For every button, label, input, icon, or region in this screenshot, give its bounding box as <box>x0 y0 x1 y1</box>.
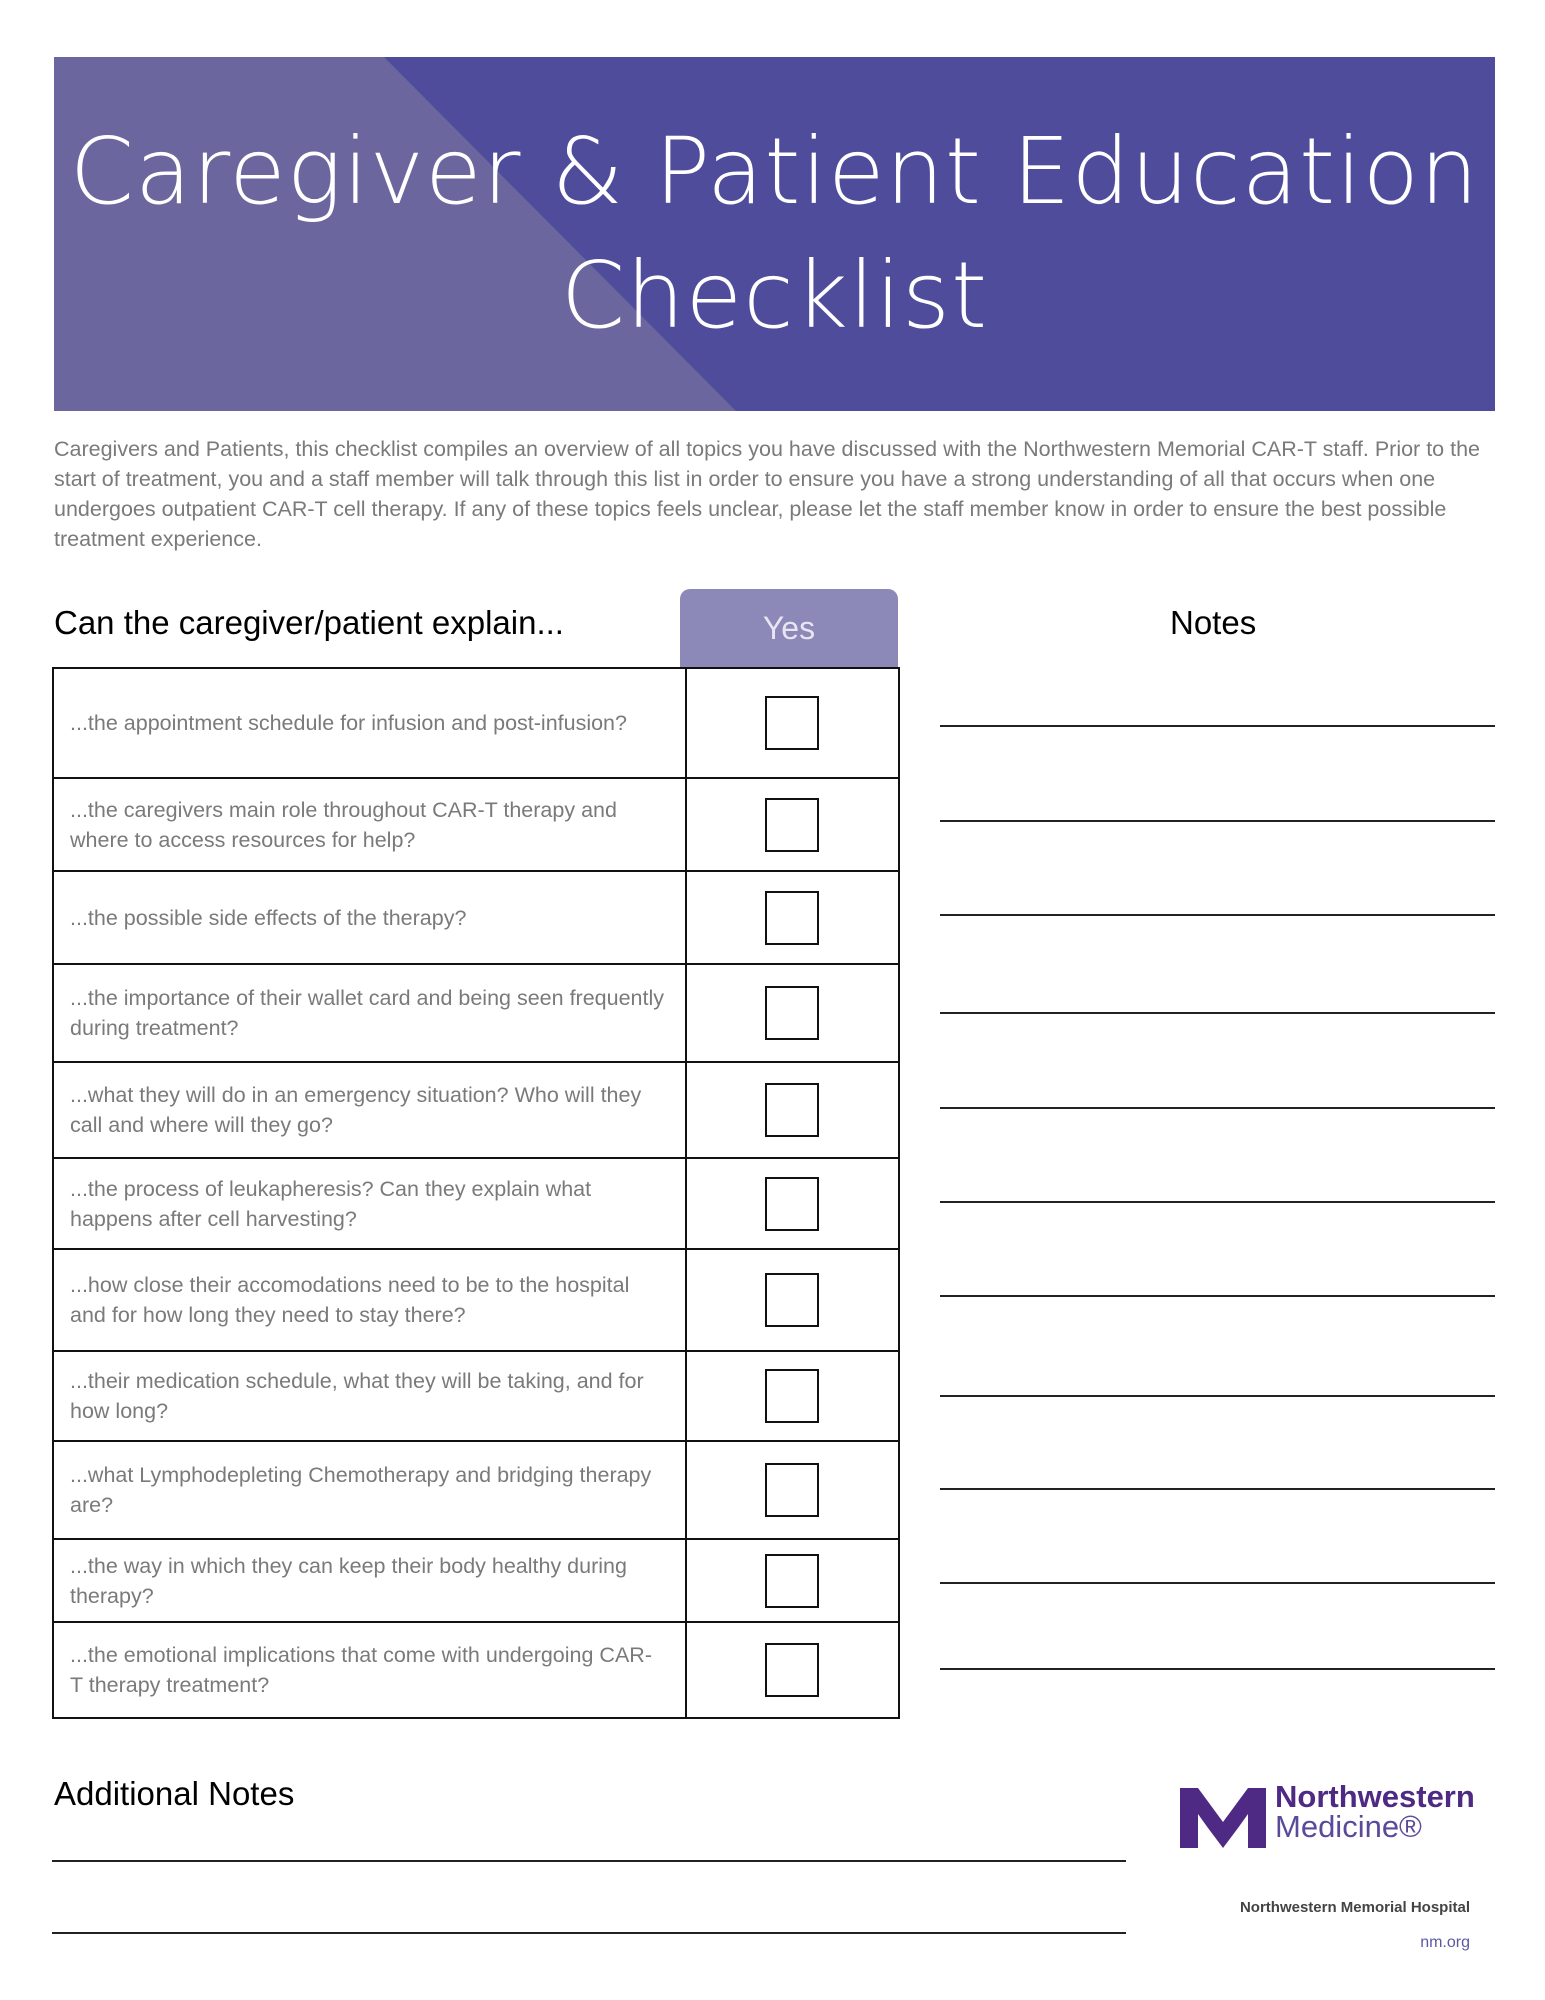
checklist-question: ...the way in which they can keep their body healthy during therapy? <box>53 1539 686 1622</box>
checklist-row <box>53 668 899 778</box>
yes-checkbox[interactable] <box>765 891 819 945</box>
northwestern-medicine-logo-icon <box>1180 1788 1266 1848</box>
checklist-row <box>53 871 899 964</box>
notes-line[interactable] <box>940 820 1495 822</box>
question-column-header: Can the caregiver/patient explain... <box>54 604 564 641</box>
notes-line[interactable] <box>940 1582 1495 1584</box>
yes-checkbox[interactable] <box>765 986 819 1040</box>
notes-column-header: Notes <box>1170 604 1257 641</box>
checklist-table <box>52 667 900 1719</box>
notes-line[interactable] <box>940 914 1495 916</box>
checklist-yes-cell <box>686 1351 899 1441</box>
checklist-row <box>53 1441 899 1539</box>
checklist-yes-cell <box>686 1062 899 1158</box>
yes-checkbox[interactable] <box>765 1554 819 1608</box>
checklist-question: ...the importance of their wallet card and being seen frequently during treatment? <box>53 964 686 1062</box>
checklist-question: ...the caregivers main role throughout CAR-T therapy and where to access resources for help? <box>53 778 686 871</box>
website-link[interactable]: nm.org <box>1420 1934 1470 1951</box>
additional-notes-line[interactable] <box>52 1860 1126 1862</box>
yes-checkbox[interactable] <box>765 1463 819 1517</box>
checklist-yes-cell <box>686 1249 899 1351</box>
yes-checkbox[interactable] <box>765 1369 819 1423</box>
checklist-question: ...the appointment schedule for infusion and post-infusion? <box>53 668 686 778</box>
title-banner <box>54 57 1495 411</box>
checklist-question: ...the possible side effects of the therapy? <box>53 871 686 964</box>
checklist-question: ...the emotional implications that come with undergoing CAR-T therapy treatment? <box>53 1622 686 1718</box>
notes-line[interactable] <box>940 725 1495 727</box>
brand-line2: Medicine® <box>1275 1809 1422 1844</box>
notes-line[interactable] <box>940 1201 1495 1203</box>
checklist-row <box>53 1062 899 1158</box>
additional-notes-title: Additional Notes <box>54 1775 295 1812</box>
page-title-line1: Caregiver & Patient Education <box>69 118 1480 225</box>
notes-line[interactable] <box>940 1668 1495 1670</box>
additional-notes-line[interactable] <box>52 1932 1126 1934</box>
checklist-row <box>53 1158 899 1249</box>
checklist-row <box>53 964 899 1062</box>
checklist-question: ...how close their accomodations need to be to the hospital and for how long they need to stay there? <box>53 1249 686 1351</box>
yes-checkbox[interactable] <box>765 1083 819 1137</box>
checklist-row <box>53 1249 899 1351</box>
checklist-question: ...the process of leukapheresis? Can they explain what happens after cell harvesting? <box>53 1158 686 1249</box>
checklist-row <box>53 1539 899 1622</box>
yes-column-header: Yes <box>680 589 898 667</box>
intro-paragraph: Caregivers and Patients, this checklist compiles an overview of all topics you have discussed with the Northwestern Memorial CAR-T staff. Prior to the start of treatment, you and a staff member will talk through this list in order to ensure you have a strong understanding of all that occurs when one undergoes outpatient CAR-T cell therapy. If any of these topics feels unclear, please let the staff member know in order to ensure the best possible treatment experience. <box>54 437 1480 551</box>
page-title-line2: Checklist <box>560 242 989 349</box>
checklist-yes-cell <box>686 964 899 1062</box>
notes-line[interactable] <box>940 1295 1495 1297</box>
checklist-question: ...what Lymphodepleting Chemotherapy and bridging therapy are? <box>53 1441 686 1539</box>
yes-checkbox[interactable] <box>765 1643 819 1697</box>
checklist-yes-cell <box>686 871 899 964</box>
checklist-question: ...what they will do in an emergency situation? Who will they call and where will they go? <box>53 1062 686 1158</box>
yes-checkbox[interactable] <box>765 1177 819 1231</box>
notes-line[interactable] <box>940 1395 1495 1397</box>
yes-checkbox[interactable] <box>765 1273 819 1327</box>
page-title <box>54 57 1495 411</box>
checklist-question: ...their medication schedule, what they will be taking, and for how long? <box>53 1351 686 1441</box>
checklist-row <box>53 1622 899 1718</box>
yes-checkbox[interactable] <box>765 696 819 750</box>
checklist-yes-cell <box>686 1539 899 1622</box>
checklist-yes-cell <box>686 778 899 871</box>
brand-line1: Northwestern <box>1275 1779 1475 1814</box>
notes-line[interactable] <box>940 1012 1495 1014</box>
checklist-row <box>53 1351 899 1441</box>
checklist-row <box>53 778 899 871</box>
checklist-yes-cell <box>686 1158 899 1249</box>
notes-line[interactable] <box>940 1488 1495 1490</box>
notes-line[interactable] <box>940 1107 1495 1109</box>
hospital-name: Northwestern Memorial Hospital <box>1239 1899 1470 1916</box>
checklist-yes-cell <box>686 668 899 778</box>
checklist-yes-cell <box>686 1441 899 1539</box>
checklist-yes-cell <box>686 1622 899 1718</box>
brand-wordmark <box>1275 1779 1475 1844</box>
yes-checkbox[interactable] <box>765 798 819 852</box>
